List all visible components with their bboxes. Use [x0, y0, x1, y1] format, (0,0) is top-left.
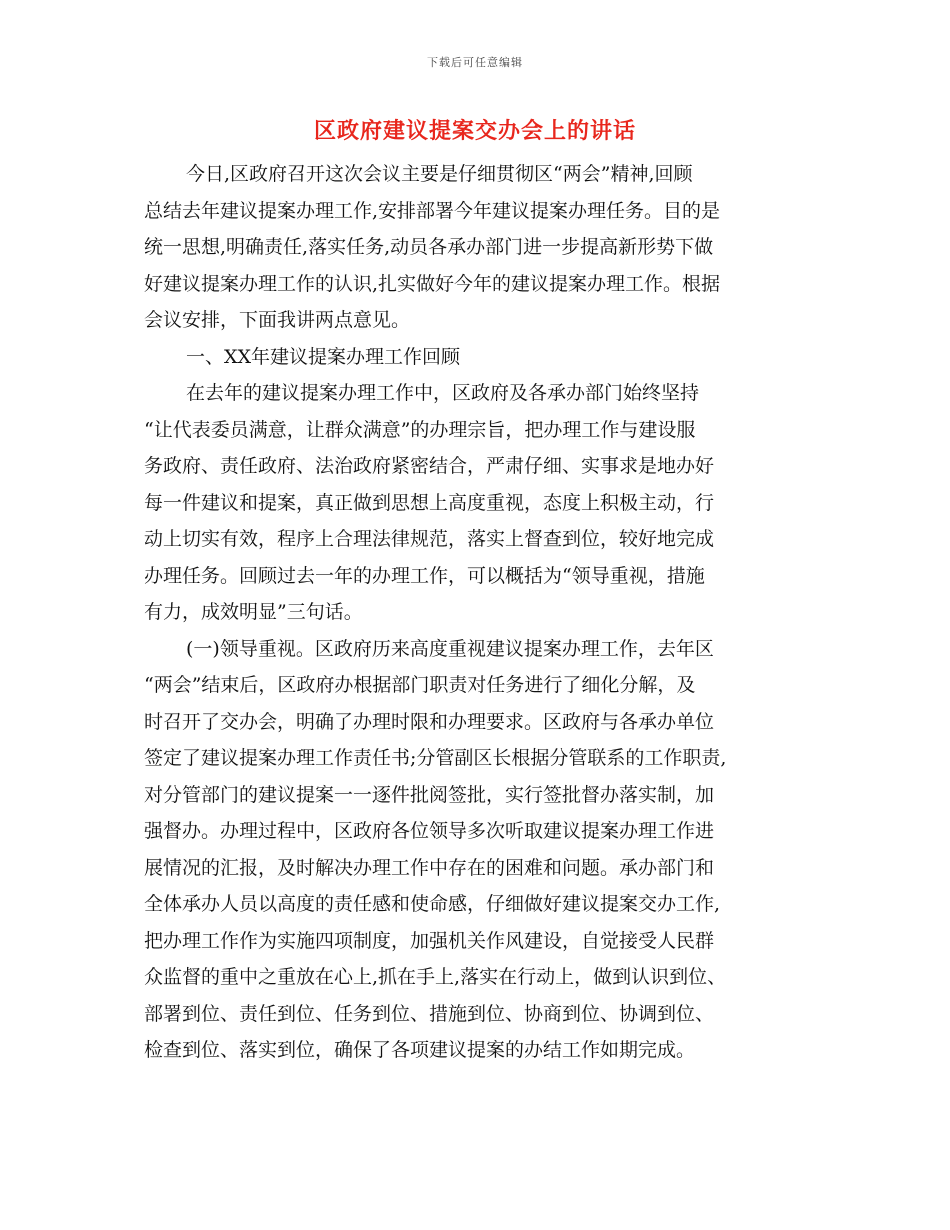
- paragraph-line: 全体承办人员以高度的责任感和使命感，仔细做好建议提案交办工作,: [144, 893, 721, 915]
- download-note: 下载后可任意编辑: [427, 56, 523, 69]
- paragraph-line: 对分管部门的建议提案一一逐件批阅签批，实行签批督办落实制，加: [144, 783, 715, 806]
- paragraph-line: 会议安排，下面我讲两点意见。: [144, 309, 411, 331]
- paragraph-line: 检查到位、落实到位，确保了各项建议提案的办结工作如期完成。: [144, 1039, 696, 1061]
- paragraph-line: 众监督的重中之重放在心上,抓在手上,落实在行动上，做到认识到位、: [144, 966, 727, 988]
- paragraph-line: 时召开了交办会，明确了办理时限和办理要求。区政府与各承办单位: [144, 710, 715, 733]
- paragraph-line: 好建议提案办理工作的认识,扎实做好今年的建议提案办理工作。根据: [144, 272, 721, 295]
- paragraph-line: 签定了建议提案办理工作责任书;分管副区长根据分管联系的工作职责,: [144, 747, 727, 769]
- paragraph-line: (一)领导重视。区政府历来高度重视建议提案办理工作，去年区: [186, 637, 714, 660]
- document-body: [144, 156, 816, 1069]
- paragraph-line: 总结去年建议提案办理工作,安排部署今年建议提案办理任务。目的是: [144, 199, 721, 222]
- section-heading: 一、XX年建议提案办理工作回顾: [186, 345, 461, 368]
- paragraph-line: 把办理工作作为实施四项制度，加强机关作风建设，自觉接受人民群: [144, 929, 715, 952]
- paragraph-line: 今日,区政府召开这次会议主要是仔细贯彻区“两会”精神,回顾: [186, 163, 693, 185]
- paragraph-line: 统一思想,明确责任,落实任务,动员各承办部门进一步提高新形势下做: [144, 236, 714, 258]
- paragraph-line: 有力，成效明显”三句话。: [144, 601, 363, 623]
- paragraph-line: 强督办。办理过程中，区政府各位领导多次听取建议提案办理工作进: [144, 820, 715, 842]
- paragraph-line: 展情况的汇报，及时解决办理工作中存在的困难和问题。承办部门和: [144, 856, 715, 879]
- document-title: 区政府建议提案交办会上的讲话: [313, 118, 636, 144]
- paragraph-line: 动上切实有效，程序上合理法律规范，落实上督查到位，较好地完成: [144, 528, 715, 550]
- paragraph-line: “让代表委员满意，让群众满意”的办理宗旨，把办理工作与建设服: [144, 418, 696, 441]
- paragraph-line: 部署到位、责任到位、任务到位、措施到位、协商到位、协调到位、: [144, 1002, 715, 1025]
- paragraph-line: “两会”结束后，区政府办根据部门职责对任务进行了细化分解，及: [144, 674, 696, 696]
- paragraph-line: 务政府、责任政府、法治政府紧密结合，严肃仔细、实事求是地办好: [144, 455, 715, 477]
- paragraph-line: 在去年的建议提案办理工作中，区政府及各承办部门始终坚持: [186, 382, 700, 404]
- paragraph-line: 每一件建议和提案，真正做到思想上高度重视，态度上积极主动，行: [144, 491, 715, 514]
- paragraph-line: 办理任务。回顾过去一年的办理工作，可以概括为“领导重视，措施: [144, 564, 705, 587]
